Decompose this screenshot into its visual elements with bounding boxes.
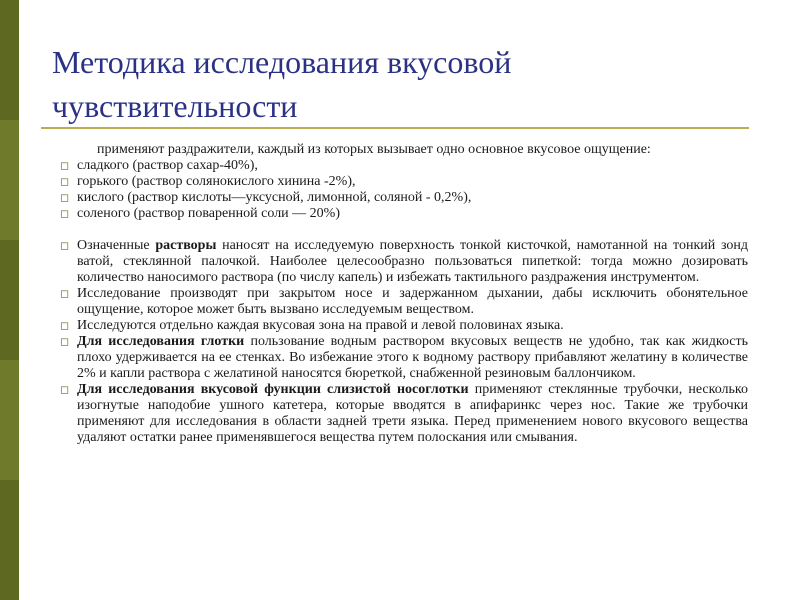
side-bar-segment	[0, 0, 19, 120]
slide-body	[60, 142, 748, 446]
paragraph-solutions-post: наносят на исследуемую поверхность тонкой кисточкой, намотанной на тонкий зонд ватой, стеклянной палочкой. Наиболее целесообразно пользоваться пипеткой: тогда можно дозировать количество наносимого раствора (по числу капель) и избежать тактильного раздражения инструментом.	[77, 238, 749, 285]
bullet-square-icon: ◻	[60, 239, 70, 252]
intro-paragraph: применяют раздражители, каждый из которых вызывает одно основное вкусовое ощущение:	[97, 142, 651, 157]
list-item	[60, 206, 748, 222]
list-item	[60, 190, 748, 206]
side-bar-segment	[0, 360, 19, 480]
side-accent-bar	[0, 0, 19, 600]
side-bar-segment	[0, 120, 19, 240]
list-item	[60, 382, 748, 446]
paragraph-nasopharynx-post: применяют стеклянные трубочки, несколько изогнутые наподобие ушного катетера, которые вводятся в апифаринкс через нос. Такие же трубочки применяют для исследования в области задней трети языка. Перед применением нового вкусового вещества удаляют остатки ранее применявшегося вещества путем полоскания или смывания.	[77, 382, 749, 445]
bullet-square-icon: ◻	[60, 207, 70, 220]
list-item	[60, 174, 748, 190]
list-item	[60, 334, 748, 382]
bullet-square-icon: ◻	[60, 319, 70, 332]
taste-item-sweet: сладкого (раствор сахар-40%),	[77, 158, 258, 173]
paragraph-throat-post: пользование водным раствором вкусовых веществ не удобно, так как жидкость плохо удерживается на ее стенках. Во избежание этого к водному раствору прибавляют желатину в количестве 2% и капли раствора с желатиной наносятся бюреткой, снабженной резиновым баллончиком.	[77, 334, 749, 381]
list-item	[60, 318, 748, 334]
bullet-square-icon: ◻	[60, 335, 70, 348]
bullet-square-icon: ◻	[60, 191, 70, 204]
side-bar-segment	[0, 240, 19, 360]
bullet-square-icon: ◻	[60, 159, 70, 172]
paragraph-procedure: Исследование производят при закрытом носе и задержанном дыхании, дабы исключить обонятельное ощущение, которое может быть вызвано исследуемым веществом.	[77, 286, 748, 317]
bullet-square-icon: ◻	[60, 175, 70, 188]
list-item	[60, 158, 748, 174]
paragraph-throat-bold: Для исследования глотки	[77, 334, 245, 349]
title-divider	[41, 127, 749, 129]
paragraph-solutions-bold: растворы	[155, 238, 217, 253]
paragraph-nasopharynx-bold: Для исследования вкусовой функции слизистой носоглотки	[77, 382, 469, 397]
taste-item-bitter: горького (раствор солянокислого хинина -2%),	[77, 174, 356, 189]
spacer	[60, 222, 748, 238]
paragraph-zones: Исследуются отдельно каждая вкусовая зона на правой и левой половинах языка.	[77, 318, 564, 333]
taste-item-sour: кислого (раствор кислоты—уксусной, лимонной, соляной - 0,2%),	[77, 190, 472, 205]
bullet-square-icon: ◻	[60, 383, 70, 396]
paragraph-solutions-pre: Означенные	[77, 238, 150, 253]
slide-title: Методика исследования вкусовой чувствительности	[52, 44, 512, 124]
list-item	[60, 238, 748, 286]
list-item	[60, 286, 748, 318]
bullet-square-icon: ◻	[60, 287, 70, 300]
side-bar-segment	[0, 480, 19, 600]
taste-item-salty: соленого (раствор поваренной соли — 20%)	[77, 206, 340, 221]
